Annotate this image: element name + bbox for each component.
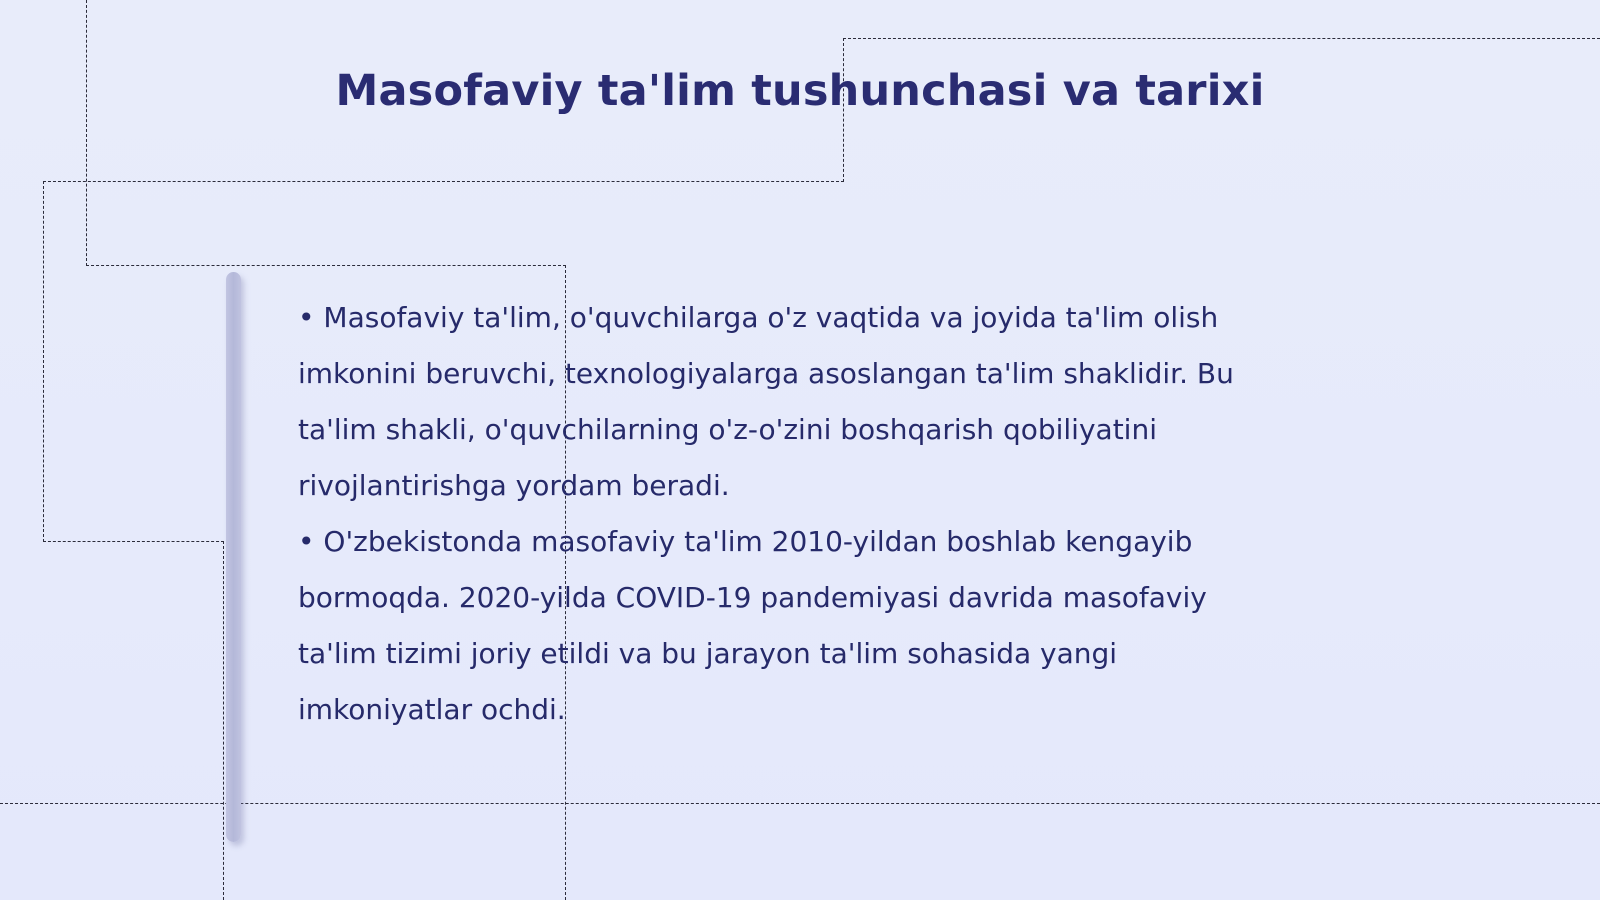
accent-bar [226,272,241,842]
guide-line [86,0,87,266]
guide-line [43,541,224,542]
guide-line [223,541,224,900]
bullet-paragraph: • Masofaviy ta'lim, o'quvchilarga o'z vaqtida va joyida ta'lim olish imkonini beruvchi, texnologiyalarga asoslangan ta'lim shaklidir. Bu ta'lim shakli, o'quvchilarning o'z-o'zini boshqarish qobiliyatini rivojlantirishga yordam beradi. [298,301,1234,502]
guide-line [43,181,844,182]
slide-body [298,290,1288,738]
bullet-paragraph: • O'zbekistonda masofaviy ta'lim 2010-yildan boshlab kengayib bormoqda. 2020-yilda COVID-19 pandemiyasi davrida masofaviy ta'lim tizimi joriy etildi va bu jarayon ta'lim sohasida yangi imkoniyatlar ochdi. [298,525,1207,726]
slide-title: Masofaviy ta'lim tushunchasi va tarixi [335,66,1265,116]
guide-line [843,38,1600,39]
guide-line [43,181,44,542]
guide-line [86,265,566,266]
